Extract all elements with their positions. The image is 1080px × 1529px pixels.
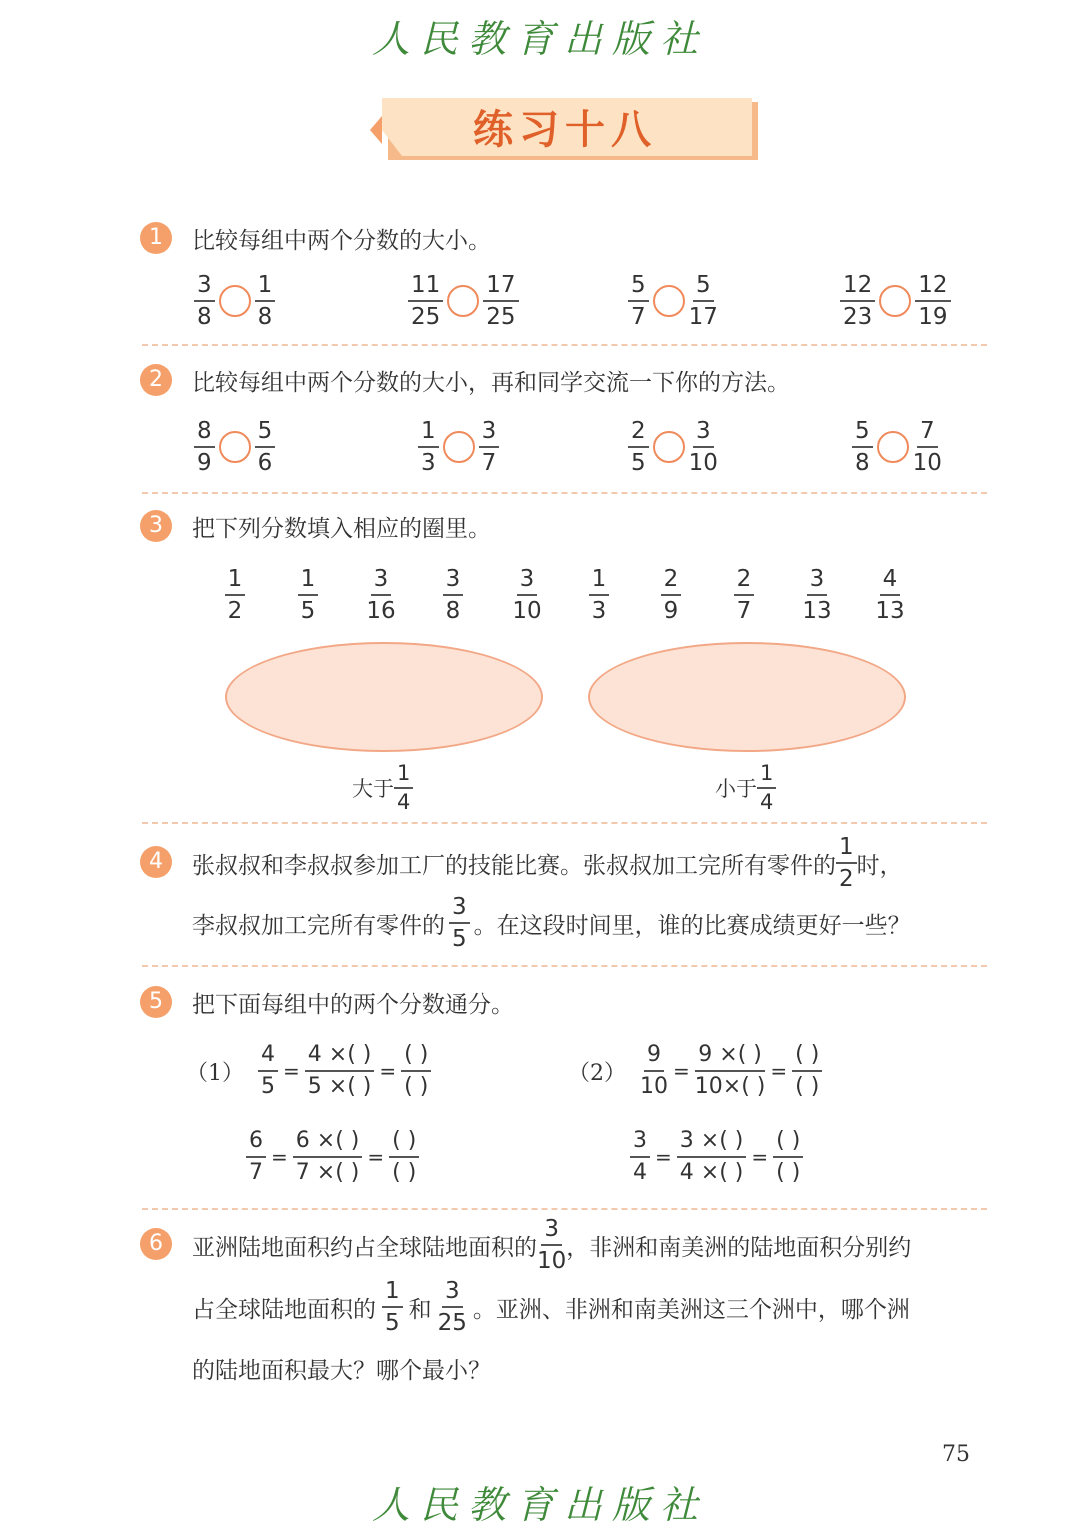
- fraction: $\frac{3}{5}$: [449, 894, 470, 952]
- fraction: $\frac{3}{8}$: [433, 566, 473, 624]
- fraction: $\frac{3}{10}$: [688, 418, 718, 476]
- fraction: $\frac{2}{5}$: [628, 418, 649, 476]
- question-6-line-2: 占全球陆地面积的 $\frac{1}{5}$ 和 $\frac{3}{25}$ 。亚洲、非洲和南美洲这三个洲中，哪个洲: [192, 1278, 910, 1336]
- answer-fraction[interactable]: $\frac{( )}{( )}$: [389, 1128, 419, 1186]
- question-3-text: 把下列分数填入相应的圈里。: [192, 516, 491, 542]
- compare-circle[interactable]: [443, 431, 475, 463]
- question-2-text: 比较每组中两个分数的大小，再和同学交流一下你的方法。: [192, 370, 790, 396]
- q1-pair-3: [628, 272, 718, 330]
- compare-circle[interactable]: [653, 285, 685, 317]
- fraction: $\frac{1}{8}$: [255, 272, 276, 330]
- fraction: $\frac{1}{3}$: [418, 418, 439, 476]
- divider: [142, 965, 987, 967]
- question-number-3: 3: [140, 510, 172, 542]
- answer-fraction[interactable]: $\frac{( )}{( )}$: [401, 1042, 431, 1100]
- q2-pair-2: [418, 418, 499, 476]
- fraction: $\frac{1}{3}$: [579, 566, 619, 624]
- greater-than-quarter-ellipse[interactable]: [225, 642, 543, 752]
- fraction: $\frac{17}{25}$: [483, 272, 518, 330]
- q2-pair-1: [194, 418, 275, 476]
- fraction: $\frac{5}{17}$: [688, 272, 718, 330]
- fraction: $\frac{2}{9}$: [651, 566, 691, 624]
- q1-pair-2: [408, 272, 519, 330]
- compare-circle[interactable]: [219, 431, 251, 463]
- q1-pair-4: [840, 272, 951, 330]
- fraction: $\frac{5}{6}$: [255, 418, 276, 476]
- compare-circle[interactable]: [879, 285, 911, 317]
- fraction: $\frac{4}{5}$: [258, 1042, 278, 1100]
- compare-circle[interactable]: [653, 431, 685, 463]
- fraction: $\frac{1}{5}$: [382, 1278, 403, 1336]
- fraction: $\frac{3}{25}$: [437, 1278, 467, 1336]
- question-6-line-3: 的陆地面积最大？哪个最小？: [192, 1358, 491, 1384]
- question-6-line-1: 亚洲陆地面积约占全球陆地面积的 $\frac{3}{10}$ ，非洲和南美洲的陆地面积分别约: [192, 1216, 912, 1274]
- answer-fraction[interactable]: $\frac{( )}{( )}$: [792, 1042, 822, 1100]
- divider: [142, 1208, 987, 1210]
- fraction: $\frac{3 \times( )}{4 \times( )}$: [677, 1128, 747, 1186]
- publisher-logo: 人民教育出版社: [371, 17, 708, 61]
- greater-than-label: 大于 $\frac{1}{4}$: [352, 762, 413, 814]
- fraction: $\frac{11}{25}$: [408, 272, 443, 330]
- fraction: $\frac{6 \times( )}{7 \times( )}$: [293, 1128, 363, 1186]
- q5-item-3: $\frac{6}{7}$ = $\frac{6 \times( )}{7 \times( )}$ = $\frac{( )}{( )}$: [246, 1128, 419, 1186]
- question-number-6: 6: [140, 1228, 172, 1260]
- question-number-2: 2: [140, 364, 172, 396]
- fraction: $\frac{1}{4}$: [757, 762, 776, 814]
- fraction: $\frac{5}{8}$: [852, 418, 873, 476]
- divider: [142, 344, 987, 346]
- fraction: $\frac{3}{7}$: [479, 418, 500, 476]
- q5-item-4: $\frac{3}{4}$ = $\frac{3 \times( )}{4 \times( )}$ = $\frac{( )}{( )}$: [630, 1128, 803, 1186]
- fraction: $\frac{12}{19}$: [915, 272, 950, 330]
- less-than-quarter-ellipse[interactable]: [588, 642, 906, 752]
- fraction: $\frac{3}{13}$: [802, 566, 832, 624]
- fraction: $\frac{3}{10}$: [512, 566, 542, 624]
- fraction: $\frac{4 \times( )}{5 \times( )}$: [305, 1042, 375, 1100]
- question-5-text: 把下面每组中的两个分数通分。: [192, 992, 514, 1018]
- fraction: $\frac{6}{7}$: [246, 1128, 266, 1186]
- question-number-4: 4: [140, 846, 172, 878]
- fraction: $\frac{1}{4}$: [394, 762, 413, 814]
- compare-circle[interactable]: [877, 431, 909, 463]
- fraction: $\frac{9 \times( )}{10\times( )}$: [694, 1042, 766, 1099]
- q2-pair-3: [628, 418, 718, 476]
- compare-circle[interactable]: [447, 285, 479, 317]
- fraction: $\frac{1}{2}$: [836, 834, 857, 892]
- fraction: $\frac{5}{7}$: [628, 272, 649, 330]
- fraction: $\frac{3}{8}$: [194, 272, 215, 330]
- q2-pair-4: [852, 418, 942, 476]
- fraction: $\frac{12}{23}$: [840, 272, 875, 330]
- fraction: $\frac{9}{10}$: [640, 1042, 668, 1099]
- divider: [142, 822, 987, 824]
- question-4-line-2: 李叔叔加工完所有零件的 $\frac{3}{5}$ 。在这段时间里，谁的比赛成绩更好一些？: [192, 894, 911, 952]
- page-title: 练习十八: [473, 106, 657, 153]
- question-1-text: 比较每组中两个分数的大小。: [192, 228, 491, 254]
- page-number: 75: [942, 1442, 970, 1467]
- compare-circle[interactable]: [219, 285, 251, 317]
- q5-item-2: （2） $\frac{9}{10}$ = $\frac{9 \times( )}{10\times( )}$ = $\frac{( )}{( )}$: [568, 1042, 822, 1100]
- divider: [142, 492, 987, 494]
- fraction: $\frac{1}{2}$: [215, 566, 255, 624]
- question-number-5: 5: [140, 986, 172, 1018]
- fraction: $\frac{1}{5}$: [288, 566, 328, 624]
- fraction: $\frac{3}{16}$: [366, 566, 396, 624]
- fraction: $\frac{8}{9}$: [194, 418, 215, 476]
- q5-item-1: （1） $\frac{4}{5}$ = $\frac{4 \times( )}{5 \times( )}$ = $\frac{( )}{( )}$: [186, 1042, 431, 1100]
- fraction: $\frac{3}{4}$: [630, 1128, 650, 1186]
- fraction: $\frac{3}{10}$: [537, 1216, 567, 1274]
- fraction: $\frac{4}{13}$: [875, 566, 905, 624]
- less-than-label: 小于 $\frac{1}{4}$: [715, 762, 776, 814]
- fraction: $\frac{2}{7}$: [724, 566, 764, 624]
- answer-fraction[interactable]: $\frac{( )}{( )}$: [773, 1128, 803, 1186]
- publisher-logo-footer: 人民教育出版社: [371, 1483, 708, 1527]
- question-number-1: 1: [140, 222, 172, 254]
- fraction: $\frac{7}{10}$: [912, 418, 942, 476]
- question-4-line-1: 张叔叔和李叔叔参加工厂的技能比赛。张叔叔加工完所有零件的 $\frac{1}{2}$ 时，: [192, 834, 903, 892]
- q1-pair-1: [194, 272, 275, 330]
